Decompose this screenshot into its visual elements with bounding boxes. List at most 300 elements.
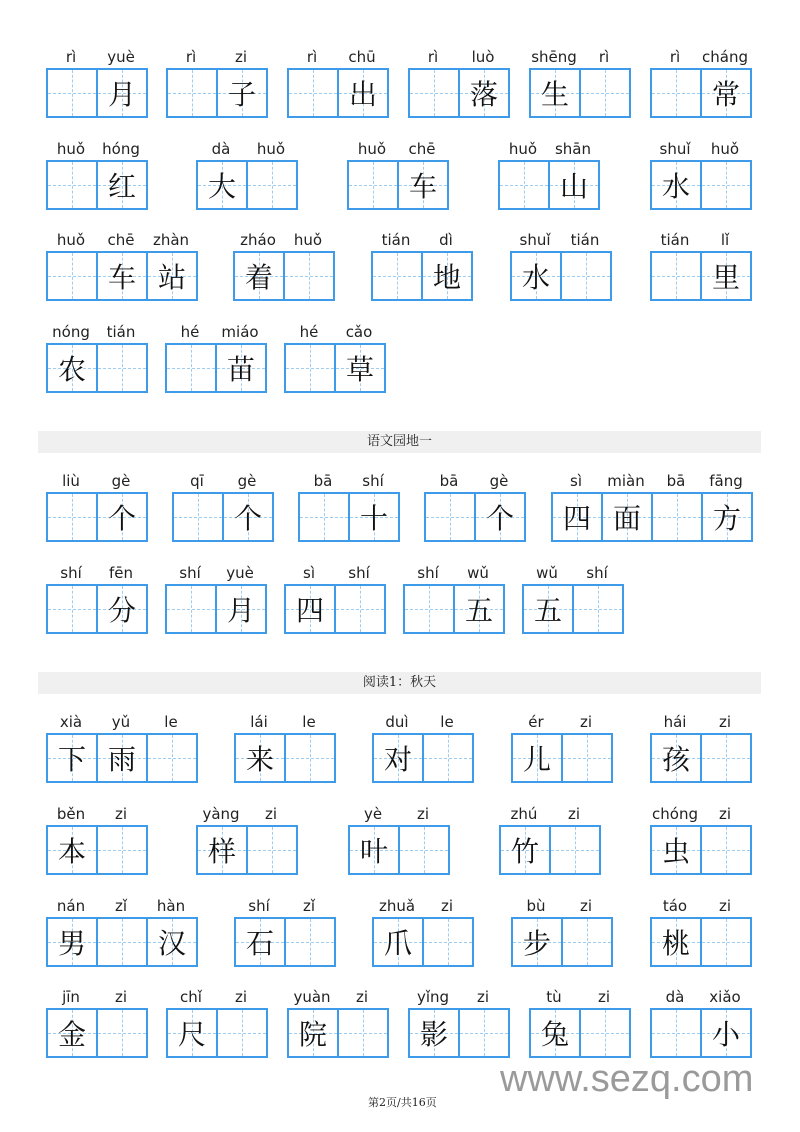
- pinyin-row: [233, 229, 335, 251]
- pinyin-syllable: shí: [417, 564, 439, 582]
- word-group: [511, 711, 613, 783]
- pinyin-syllable: gè: [489, 472, 509, 490]
- blank-writing-cell[interactable]: [500, 162, 548, 208]
- pinyin-row: [46, 321, 148, 343]
- hanzi-character: [702, 919, 750, 965]
- hanzi-character: 子: [227, 78, 256, 111]
- blank-writing-cell[interactable]: [96, 919, 146, 965]
- blank-writing-cell[interactable]: [700, 735, 750, 781]
- pinyin-syllable: shí: [586, 564, 608, 582]
- blank-writing-cell[interactable]: [48, 586, 96, 632]
- blank-writing-cell[interactable]: [572, 586, 622, 632]
- pinyin-syllable: dà: [665, 988, 685, 1006]
- hanzi-character: 虫: [661, 835, 690, 868]
- hanzi-character: [300, 494, 348, 540]
- hanzi-character: 石: [245, 927, 274, 960]
- character-cell: [513, 919, 561, 965]
- hanzi-character: [581, 1010, 629, 1056]
- pinyin-row: [166, 986, 268, 1008]
- word-group: [372, 895, 474, 967]
- tianzige-grid: [498, 160, 600, 210]
- hanzi-character: 山: [559, 170, 588, 203]
- pinyin-row: [650, 895, 752, 917]
- pinyin-row: [424, 470, 526, 492]
- pinyin-syllable: zǐ: [302, 897, 316, 915]
- character-cell: [458, 70, 508, 116]
- word-group: [284, 562, 386, 634]
- pinyin-row: [408, 986, 510, 1008]
- pinyin-row: [529, 986, 631, 1008]
- word-group: [165, 562, 267, 634]
- pinyin-syllable: shēng: [531, 48, 577, 66]
- character-cell: [512, 253, 560, 299]
- blank-writing-cell[interactable]: [560, 253, 610, 299]
- tianzige-grid: [46, 160, 148, 210]
- pinyin-syllable: shí: [179, 564, 201, 582]
- blank-writing-cell[interactable]: [561, 735, 611, 781]
- hanzi-character: 个: [485, 502, 514, 535]
- word-group: [510, 229, 612, 301]
- hanzi-character: 苗: [226, 353, 255, 386]
- word-group: [46, 895, 198, 967]
- tianzige-grid: [347, 160, 449, 210]
- word-group: [499, 803, 601, 875]
- pinyin-syllable: hái: [663, 713, 687, 731]
- pinyin-syllable: zi: [718, 713, 732, 731]
- pinyin-syllable: ér: [528, 713, 544, 731]
- pinyin-row: [529, 46, 631, 68]
- tianzige-grid: [511, 917, 613, 967]
- word-group: [46, 321, 148, 393]
- blank-writing-cell[interactable]: [174, 494, 222, 540]
- word-group: [46, 229, 198, 301]
- pinyin-syllable: dà: [211, 140, 231, 158]
- pinyin-row: [46, 803, 148, 825]
- word-group: [371, 229, 473, 301]
- hanzi-character: 个: [233, 502, 262, 535]
- blank-writing-cell[interactable]: [289, 70, 337, 116]
- hanzi-character: 下: [57, 743, 86, 776]
- pinyin-row: [46, 229, 198, 251]
- hanzi-character: 儿: [522, 743, 551, 776]
- pinyin-syllable: lái: [250, 713, 268, 731]
- blank-writing-cell[interactable]: [405, 586, 453, 632]
- hanzi-character: [410, 70, 458, 116]
- character-cell: [501, 827, 549, 873]
- blank-writing-cell[interactable]: [700, 827, 750, 873]
- tianzige-grid: [551, 492, 753, 542]
- pinyin-syllable: sì: [570, 472, 582, 490]
- pinyin-syllable: zi: [234, 48, 248, 66]
- hanzi-character: 五: [533, 594, 562, 627]
- character-cell: [215, 586, 265, 632]
- pinyin-syllable: rì: [669, 48, 681, 66]
- blank-writing-cell[interactable]: [458, 1010, 508, 1056]
- pinyin-row: [234, 711, 336, 733]
- pinyin-syllable: yuàn: [293, 988, 331, 1006]
- hanzi-character: 步: [522, 927, 551, 960]
- pinyin-syllable: shuǐ: [659, 140, 691, 158]
- pinyin-syllable: miàn: [607, 472, 645, 490]
- tianzige-grid: [166, 1008, 268, 1058]
- character-cell: [48, 1010, 96, 1056]
- hanzi-character: 十: [359, 502, 388, 535]
- character-cell: [374, 735, 422, 781]
- word-group: [424, 470, 526, 542]
- character-cell: [96, 162, 146, 208]
- pinyin-row: [650, 711, 752, 733]
- pinyin-syllable: tián: [106, 323, 136, 341]
- character-cell: [700, 1010, 750, 1056]
- tianzige-grid: [510, 251, 612, 301]
- pinyin-row: [372, 711, 474, 733]
- hanzi-character: [48, 586, 96, 632]
- tianzige-grid: [234, 917, 336, 967]
- hanzi-character: [563, 735, 611, 781]
- character-cell: [700, 253, 750, 299]
- word-group: [511, 895, 613, 967]
- blank-writing-cell[interactable]: [146, 735, 196, 781]
- pinyin-syllable: yǔ: [111, 713, 131, 731]
- character-cell: [48, 345, 96, 391]
- pinyin-syllable: bā: [313, 472, 333, 490]
- blank-writing-cell[interactable]: [48, 494, 96, 540]
- word-group: [46, 562, 148, 634]
- tianzige-grid: [284, 343, 386, 393]
- blank-writing-cell[interactable]: [349, 162, 397, 208]
- pinyin-row: [522, 562, 624, 584]
- tianzige-grid: [424, 492, 526, 542]
- blank-writing-cell[interactable]: [422, 919, 472, 965]
- pinyin-syllable: zhú: [510, 805, 538, 823]
- tianzige-grid: [46, 825, 148, 875]
- tianzige-grid: [650, 68, 752, 118]
- word-group: [529, 986, 631, 1058]
- tianzige-grid: [348, 825, 450, 875]
- hanzi-character: [574, 586, 622, 632]
- blank-writing-cell[interactable]: [398, 827, 448, 873]
- character-cell: [474, 494, 524, 540]
- pinyin-syllable: miáo: [221, 323, 259, 341]
- pinyin-row: [650, 986, 752, 1008]
- pinyin-row: [46, 986, 148, 1008]
- blank-writing-cell[interactable]: [561, 919, 611, 965]
- blank-writing-cell[interactable]: [334, 586, 384, 632]
- word-group: [522, 562, 624, 634]
- pinyin-syllable: běn: [56, 805, 86, 823]
- hanzi-character: 月: [107, 78, 136, 111]
- pinyin-syllable: wǔ: [536, 564, 558, 582]
- pinyin-syllable: huǒ: [56, 140, 86, 158]
- pinyin-syllable: zi: [718, 897, 732, 915]
- hanzi-character: [702, 162, 750, 208]
- pinyin-syllable: rì: [598, 48, 610, 66]
- character-cell: [652, 919, 700, 965]
- character-cell: [146, 253, 196, 299]
- word-group: [347, 138, 449, 210]
- hanzi-character: [563, 919, 611, 965]
- tianzige-grid: [650, 917, 752, 967]
- pinyin-syllable: shuǐ: [519, 231, 551, 249]
- word-group: [372, 711, 474, 783]
- pinyin-row: [166, 46, 268, 68]
- hanzi-character: [48, 494, 96, 540]
- word-group: [234, 711, 336, 783]
- tianzige-grid: [408, 1008, 510, 1058]
- blank-writing-cell[interactable]: [48, 253, 96, 299]
- tianzige-grid: [298, 492, 400, 542]
- hanzi-character: [373, 253, 421, 299]
- hanzi-character: 草: [345, 353, 374, 386]
- character-cell: [348, 494, 398, 540]
- pinyin-row: [46, 711, 198, 733]
- pinyin-row: [196, 803, 298, 825]
- blank-writing-cell[interactable]: [300, 494, 348, 540]
- word-group: [196, 138, 298, 210]
- pinyin-syllable: huǒ: [710, 140, 740, 158]
- blank-writing-cell[interactable]: [283, 253, 333, 299]
- character-cell: [215, 345, 265, 391]
- pinyin-syllable: tián: [660, 231, 690, 249]
- blank-writing-cell[interactable]: [168, 70, 216, 116]
- tianzige-grid: [287, 68, 389, 118]
- blank-writing-cell[interactable]: [426, 494, 474, 540]
- word-group: [233, 229, 335, 301]
- pinyin-syllable: bā: [666, 472, 686, 490]
- tianzige-grid: [233, 251, 335, 301]
- hanzi-character: 爪: [383, 927, 412, 960]
- word-group: [46, 46, 148, 118]
- tianzige-grid: [165, 343, 267, 393]
- pinyin-syllable: tián: [570, 231, 600, 249]
- character-cell: [421, 253, 471, 299]
- hanzi-character: [167, 586, 215, 632]
- pinyin-syllable: sì: [303, 564, 315, 582]
- word-group: [403, 562, 505, 634]
- character-cell: [652, 827, 700, 873]
- pinyin-syllable: yè: [363, 805, 383, 823]
- hanzi-character: [652, 1010, 700, 1056]
- blank-writing-cell[interactable]: [286, 345, 334, 391]
- hanzi-character: [218, 1010, 266, 1056]
- pinyin-syllable: le: [440, 713, 454, 731]
- pinyin-syllable: nóng: [52, 323, 90, 341]
- blank-writing-cell[interactable]: [337, 1010, 387, 1056]
- blank-writing-cell[interactable]: [651, 494, 701, 540]
- blank-writing-cell[interactable]: [652, 253, 700, 299]
- pinyin-syllable: hé: [299, 323, 319, 341]
- blank-writing-cell[interactable]: [96, 827, 146, 873]
- pinyin-row: [46, 562, 148, 584]
- pinyin-syllable: lǐ: [720, 231, 730, 249]
- hanzi-character: 出: [348, 78, 377, 111]
- hanzi-character: 地: [432, 261, 461, 294]
- blank-writing-cell[interactable]: [652, 70, 700, 116]
- hanzi-character: [652, 253, 700, 299]
- blank-writing-cell[interactable]: [579, 70, 629, 116]
- hanzi-character: 桃: [661, 927, 690, 960]
- blank-writing-cell[interactable]: [48, 70, 96, 116]
- pinyin-syllable: shān: [554, 140, 592, 158]
- pinyin-syllable: dì: [439, 231, 453, 249]
- hanzi-character: [349, 162, 397, 208]
- pinyin-row: [165, 562, 267, 584]
- pinyin-syllable: wǔ: [467, 564, 489, 582]
- blank-writing-cell[interactable]: [422, 735, 472, 781]
- hanzi-character: 农: [57, 353, 86, 386]
- pinyin-syllable: huǒ: [357, 140, 387, 158]
- word-group: [46, 138, 148, 210]
- tianzige-grid: [650, 251, 752, 301]
- pinyin-syllable: chū: [348, 48, 376, 66]
- blank-writing-cell[interactable]: [700, 919, 750, 965]
- word-group: [166, 986, 268, 1058]
- pinyin-syllable: zi: [597, 988, 611, 1006]
- tianzige-grid: [650, 160, 752, 210]
- tianzige-grid: [522, 584, 624, 634]
- blank-writing-cell[interactable]: [216, 1010, 266, 1056]
- blank-writing-cell[interactable]: [549, 827, 599, 873]
- pinyin-syllable: yǐng: [416, 988, 450, 1006]
- word-group: [650, 46, 752, 118]
- hanzi-character: 常: [711, 78, 740, 111]
- character-cell: [553, 494, 601, 540]
- hanzi-character: 水: [521, 261, 550, 294]
- word-group: [284, 321, 386, 393]
- pinyin-syllable: zi: [476, 988, 490, 1006]
- hanzi-character: [98, 1010, 146, 1056]
- tianzige-grid: [499, 825, 601, 875]
- blank-writing-cell[interactable]: [284, 919, 334, 965]
- hanzi-character: 个: [107, 502, 136, 535]
- pinyin-syllable: zhàn: [152, 231, 190, 249]
- hanzi-character: [336, 586, 384, 632]
- hanzi-character: [424, 919, 472, 965]
- blank-writing-cell[interactable]: [167, 345, 215, 391]
- pinyin-syllable: chǐ: [180, 988, 202, 1006]
- tianzige-grid: [196, 160, 298, 210]
- tianzige-grid: [234, 733, 336, 783]
- blank-writing-cell[interactable]: [373, 253, 421, 299]
- blank-writing-cell[interactable]: [167, 586, 215, 632]
- blank-writing-cell[interactable]: [48, 162, 96, 208]
- blank-writing-cell[interactable]: [410, 70, 458, 116]
- tianzige-grid: [46, 343, 148, 393]
- pinyin-syllable: chē: [408, 140, 436, 158]
- pinyin-syllable: shí: [348, 564, 370, 582]
- pinyin-row: [371, 229, 473, 251]
- pinyin-syllable: zi: [579, 713, 593, 731]
- blank-writing-cell[interactable]: [96, 345, 146, 391]
- hanzi-character: [286, 345, 334, 391]
- tianzige-grid: [46, 492, 148, 542]
- blank-writing-cell[interactable]: [246, 827, 296, 873]
- character-cell: [96, 253, 146, 299]
- pinyin-syllable: shí: [60, 564, 82, 582]
- character-cell: [337, 70, 387, 116]
- word-group: [650, 803, 752, 875]
- character-cell: [334, 345, 384, 391]
- pinyin-row: [46, 895, 198, 917]
- hanzi-character: 面: [612, 502, 641, 535]
- tianzige-grid: [196, 825, 298, 875]
- pinyin-row: [499, 803, 601, 825]
- tianzige-grid: [650, 733, 752, 783]
- pinyin-syllable: zhuǎ: [378, 897, 416, 915]
- tianzige-grid: [46, 68, 148, 118]
- hanzi-character: 来: [245, 743, 274, 776]
- hanzi-character: [551, 827, 599, 873]
- word-group: [234, 895, 336, 967]
- blank-writing-cell[interactable]: [246, 162, 296, 208]
- pinyin-syllable: xiǎo: [709, 988, 741, 1006]
- tianzige-grid: [403, 584, 505, 634]
- tianzige-grid: [372, 917, 474, 967]
- hanzi-character: [286, 919, 334, 965]
- blank-writing-cell[interactable]: [284, 735, 334, 781]
- pinyin-row: [347, 138, 449, 160]
- character-cell: [700, 70, 750, 116]
- pinyin-syllable: jīn: [62, 988, 80, 1006]
- hanzi-character: [460, 1010, 508, 1056]
- hanzi-character: [652, 70, 700, 116]
- word-group: [650, 711, 752, 783]
- hanzi-character: [581, 70, 629, 116]
- blank-writing-cell[interactable]: [579, 1010, 629, 1056]
- character-cell: [96, 586, 146, 632]
- pinyin-syllable: zi: [114, 805, 128, 823]
- hanzi-character: [562, 253, 610, 299]
- pinyin-row: [165, 321, 267, 343]
- hanzi-character: 站: [157, 261, 186, 294]
- pinyin-syllable: zi: [718, 805, 732, 823]
- pinyin-row: [287, 986, 389, 1008]
- blank-writing-cell[interactable]: [652, 1010, 700, 1056]
- blank-writing-cell[interactable]: [700, 162, 750, 208]
- hanzi-character: [500, 162, 548, 208]
- character-cell: [48, 735, 96, 781]
- word-group: [408, 986, 510, 1058]
- character-cell: [216, 70, 266, 116]
- hanzi-character: 五: [464, 594, 493, 627]
- hanzi-character: 分: [107, 594, 136, 627]
- hanzi-character: 院: [298, 1018, 327, 1051]
- pinyin-syllable: rì: [65, 48, 77, 66]
- pinyin-syllable: tù: [546, 988, 562, 1006]
- pinyin-row: [298, 470, 400, 492]
- blank-writing-cell[interactable]: [96, 1010, 146, 1056]
- character-cell: [235, 253, 283, 299]
- word-group: [650, 229, 752, 301]
- character-cell: [652, 735, 700, 781]
- pinyin-syllable: zi: [264, 805, 278, 823]
- tianzige-grid: [529, 1008, 631, 1058]
- hanzi-character: 车: [107, 261, 136, 294]
- hanzi-character: [400, 827, 448, 873]
- hanzi-character: 叶: [359, 835, 388, 868]
- tianzige-grid: [650, 825, 752, 875]
- character-cell: [548, 162, 598, 208]
- pinyin-syllable: hé: [180, 323, 200, 341]
- pinyin-syllable: chóng: [652, 805, 698, 823]
- pinyin-syllable: chē: [107, 231, 135, 249]
- pinyin-row: [348, 803, 450, 825]
- hanzi-character: [174, 494, 222, 540]
- pinyin-syllable: gè: [237, 472, 257, 490]
- hanzi-character: 样: [207, 835, 236, 868]
- pinyin-row: [46, 46, 148, 68]
- tianzige-grid: [372, 733, 474, 783]
